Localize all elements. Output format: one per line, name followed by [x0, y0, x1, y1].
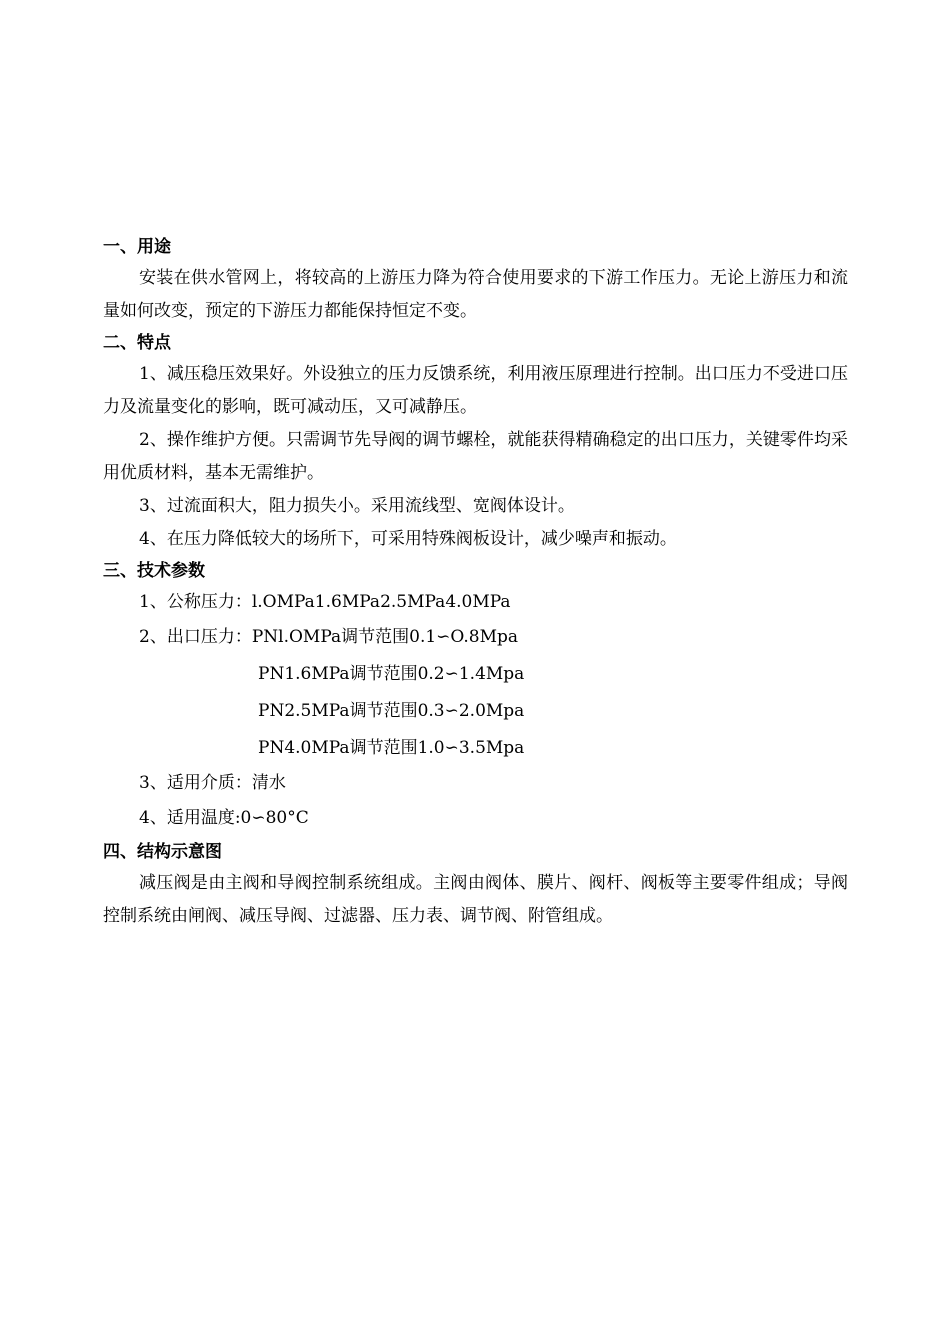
param-temperature: 4、适用温度:0∽80°C: [139, 808, 309, 828]
structure-paragraph: 减压阀是由主阀和导阀控制系统组成。主阀由阀体、膜片、阀杆、阀板等主要零件组成；导阀控制系统由闸阀、减压导阀、过滤器、压力表、调节阀、附管组成。: [103, 873, 848, 926]
section-heading-features: 二、特点: [103, 333, 171, 353]
section-heading-structure-diagram: 四、结构示意图: [103, 842, 222, 862]
section-heading-technical-parameters: 三、技术参数: [103, 561, 205, 581]
param-medium: 3、适用介质：清水: [139, 773, 286, 793]
document-body: [103, 232, 848, 933]
param-outlet-pressure-pn25: PN2.5MPa调节范围0.3∽2.0Mpa: [258, 701, 525, 721]
section-heading-usage: 一、用途: [103, 237, 171, 257]
param-nominal-pressure: 1、公称压力：l.OMPa1.6MPa2.5MPa4.0MPa: [139, 592, 511, 612]
feature-paragraph-3: 3、过流面积大，阻力损失小。采用流线型、宽阀体设计。: [139, 496, 575, 516]
param-outlet-pressure-pn16: PN1.6MPa调节范围0.2∽1.4Mpa: [258, 664, 525, 684]
feature-paragraph-4: 4、在压力降低较大的场所下，可采用特殊阀板设计，减少噪声和振动。: [139, 529, 677, 549]
usage-paragraph: 安装在供水管网上，将较高的上游压力降为符合使用要求的下游工作压力。无论上游压力和流量如何改变，预定的下游压力都能保持恒定不变。: [103, 268, 848, 321]
param-outlet-pressure-pn40: PN4.0MPa调节范围1.0∽3.5Mpa: [258, 738, 525, 758]
param-outlet-pressure-pn1: 2、出口压力：PNl.OMPa调节范围0.1∽O.8Mpa: [139, 627, 518, 647]
feature-paragraph-2: 2、操作维护方便。只需调节先导阀的调节螺栓，就能获得精确稳定的出口压力，关键零件均采用优质材料，基本无需维护。: [103, 430, 848, 483]
feature-paragraph-1: 1、减压稳压效果好。外设独立的压力反馈系统，利用液压原理进行控制。出口压力不受进口压力及流量变化的影响，既可减动压，又可减静压。: [103, 364, 848, 417]
